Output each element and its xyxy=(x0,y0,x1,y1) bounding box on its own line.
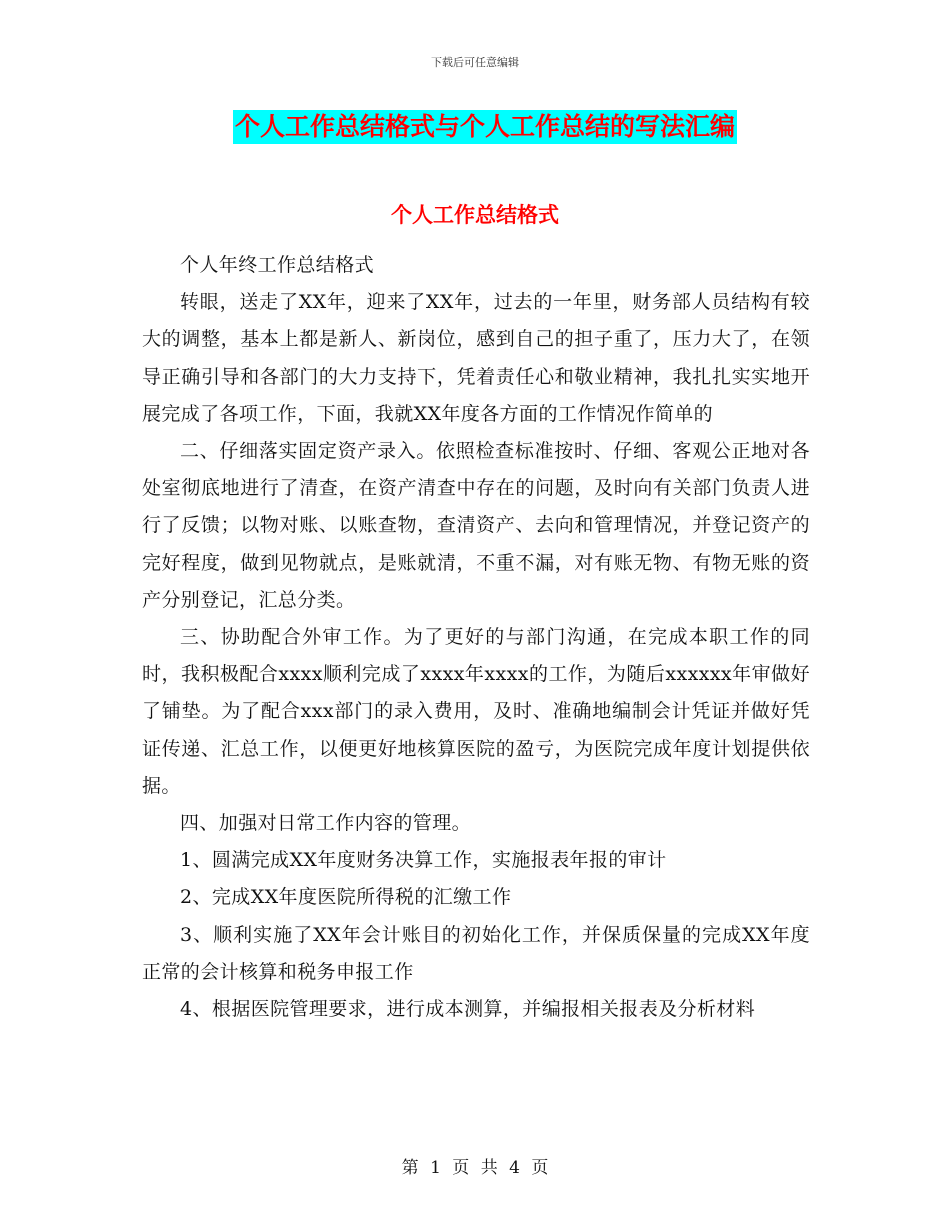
paragraph-item-2: 二、仔细落实固定资产录入。依照检查标准按时、仔细、客观公正地对各处室彻底地进行了清查，在资产清查中存在的问题，及时向有关部门负责人进行了反馈；以物对账、以账查物，查清资产、去向和管理情况，并登记资产的完好程度，做到见物就点，是账就清，不重不漏，对有账无物、有物无账的资产分别登记，汇总分类。 xyxy=(142,440,810,611)
main-title-container xyxy=(0,110,950,144)
page-header-note: 下载后可任意编辑 xyxy=(431,56,519,69)
section-heading: 个人工作总结格式 xyxy=(391,203,559,227)
document-title: 个人工作总结格式与个人工作总结的写法汇编 xyxy=(233,110,737,144)
list-item-4: 4、根据医院管理要求，进行成本测算，并编报相关报表及分析材料 xyxy=(180,998,756,1021)
paragraph-intro: 转眼，送走了XX年，迎来了XX年，过去的一年里，财务部人员结构有较大的调整，基本上都是新人、新岗位，感到自己的担子重了，压力大了，在领导正确引导和各部门的大力支持下，凭着责任心和敬业精神，我扎扎实实地开展完成了各项工作，下面，我就XX年度各方面的工作情况作简单的 xyxy=(142,291,810,425)
paragraph-subtitle: 个人年终工作总结格式 xyxy=(180,254,375,276)
paragraph-item-4: 四、加强对日常工作内容的管理。 xyxy=(180,812,472,835)
list-item-3: 3、顺利实施了XX年会计账目的初始化工作，并保质保量的完成XX年度正常的会计核算和税务申报工作 xyxy=(142,923,810,983)
list-item-1: 1、圆满完成XX年度财务决算工作，实施报表年报的审计 xyxy=(180,849,667,872)
paragraph-item-3: 三、协助配合外审工作。为了更好的与部门沟通，在完成本职工作的同时，我积极配合xxxx顺利完成了xxxx年xxxx的工作，为随后xxxxxx年审做好了铺垫。为了配合xxx部门的录入费用，及时、准确地编制会计凭证并做好凭证传递、汇总工作，以便更好地核算医院的盈亏，为医院完成年度计划提供依据。 xyxy=(142,626,810,797)
page-number-footer: 第 1 页 共 4 页 xyxy=(401,1158,549,1178)
list-item-2: 2、完成XX年度医院所得税的汇缴工作 xyxy=(180,886,512,909)
document-body xyxy=(142,247,810,1028)
